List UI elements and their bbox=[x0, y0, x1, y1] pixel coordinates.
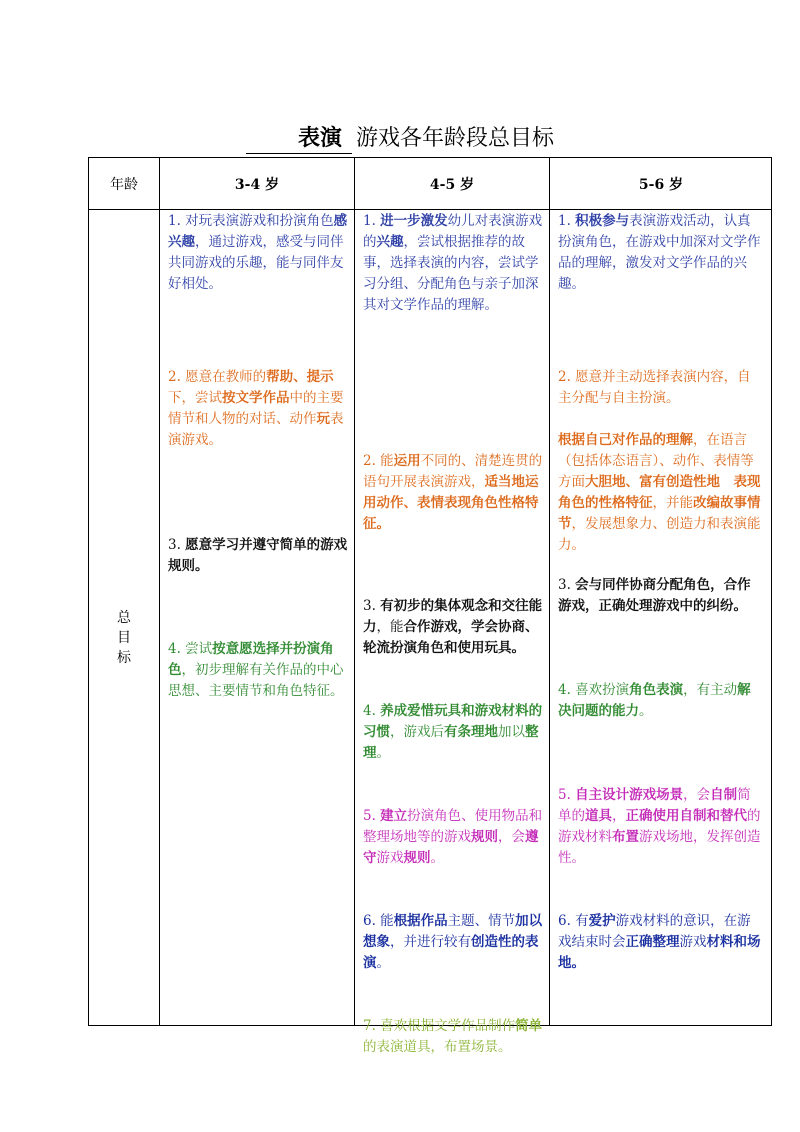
column-divider bbox=[549, 158, 550, 1025]
page-title bbox=[0, 120, 800, 154]
goal-text: ，在语言（包括体态语言）、动作、表情等方面 bbox=[558, 432, 754, 490]
goal-text: 下，尝试 bbox=[168, 390, 222, 406]
goal-text: ， bbox=[612, 808, 626, 824]
goal-text: 有初步的集体观念和交往能力 bbox=[363, 598, 543, 635]
goal-text: 爱护 bbox=[588, 913, 616, 929]
goal-text: ，游戏后 bbox=[390, 724, 444, 740]
goal-text: 正确使用自制和替代 bbox=[625, 808, 747, 824]
goal-text: 。 bbox=[639, 703, 653, 719]
goal-text: 3. bbox=[558, 577, 576, 593]
goal-item bbox=[363, 596, 547, 659]
goal-text: ，会 bbox=[498, 829, 525, 845]
goal-text: 不同的、清楚连贯的语句开展表演游戏， bbox=[363, 453, 543, 490]
goal-text: 7. 喜欢根据文学作品制作 bbox=[363, 1018, 516, 1034]
row-label-cell bbox=[89, 210, 159, 1025]
title-rest: 游戏各年龄段总目标 bbox=[356, 126, 555, 151]
header-age: 年龄 bbox=[110, 176, 138, 193]
goal-text: 玩 bbox=[316, 411, 330, 427]
goal-text: 表演游戏活动，认真扮演角色，在游戏中加深对文学作品的理解，激发对文学作品的兴趣。 bbox=[558, 213, 761, 292]
goal-text: 规则 bbox=[471, 829, 498, 845]
goal-text: 5. bbox=[558, 787, 576, 803]
goal-item bbox=[558, 430, 764, 556]
goal-text: 按文学作品 bbox=[222, 390, 290, 406]
goal-text: 改编故事情节 bbox=[558, 495, 761, 532]
goal-text: 帮助、提示 bbox=[266, 369, 334, 385]
goal-text: 道具 bbox=[585, 808, 612, 824]
goal-text: 4. bbox=[363, 703, 381, 719]
goal-text: 规则 bbox=[403, 850, 431, 866]
column-divider bbox=[354, 158, 355, 1025]
goal-text: 3. bbox=[363, 598, 381, 614]
goal-text: 2. 能 bbox=[363, 453, 394, 469]
goal-text: ，并能 bbox=[652, 495, 693, 511]
goal-text: 6. 有 bbox=[558, 913, 589, 929]
goal-text: 2. 愿意在教师的 bbox=[168, 369, 267, 385]
goal-text: 会与同伴协商分配角色，合作游戏，正确处理游戏中的纠纷。 bbox=[558, 577, 751, 614]
header-5-6: 5-6 岁 bbox=[638, 176, 684, 193]
goal-text: 扮演角色、使用物品和整理场地等的游戏 bbox=[363, 808, 543, 845]
column-4-5 bbox=[363, 210, 547, 1055]
goal-text: 表演游戏。 bbox=[168, 411, 344, 448]
title-underlined-word: 表演 bbox=[246, 123, 352, 154]
column-5-6 bbox=[558, 210, 764, 1025]
goal-text: 养成爱惜玩具和游戏材料的习惯 bbox=[363, 703, 543, 740]
goal-text: 3. bbox=[168, 537, 186, 553]
goal-text: 中的主要情节和人物的对话、动作 bbox=[168, 390, 344, 427]
goal-item bbox=[363, 806, 547, 869]
goal-text: 自主设计游戏场景 bbox=[575, 787, 684, 803]
goal-item bbox=[168, 367, 352, 451]
goal-text: 加以想象 bbox=[363, 913, 543, 950]
goal-text: 兴趣 bbox=[376, 234, 404, 250]
goal-item bbox=[168, 535, 352, 577]
goal-text: 角色表演 bbox=[629, 682, 684, 698]
goal-item bbox=[363, 1016, 547, 1058]
goal-text: 建立 bbox=[380, 808, 408, 824]
goal-text: 感兴趣 bbox=[168, 213, 348, 250]
goal-text: 主题、情节 bbox=[447, 913, 516, 929]
goal-text: 游戏 bbox=[376, 850, 404, 866]
goal-text: 简单 bbox=[515, 1018, 543, 1034]
goal-item bbox=[558, 575, 764, 617]
goal-text: 4. 尝试 bbox=[168, 641, 213, 657]
goal-text: 加以 bbox=[498, 724, 525, 740]
goal-text: 。 bbox=[430, 850, 444, 866]
goal-text: 的表演道具，布置场景。 bbox=[363, 1039, 512, 1055]
goal-text: 有条理地 bbox=[444, 724, 498, 740]
goal-text: 解决问题的能力 bbox=[558, 682, 751, 719]
goal-text: 根据自己对作品的理解 bbox=[558, 432, 693, 448]
goal-text: 的游戏材料 bbox=[558, 808, 761, 845]
goal-item bbox=[363, 451, 547, 535]
goal-text: 幼儿对表演游戏的 bbox=[363, 213, 543, 250]
goal-text: ，发展想象力、创造力和表演能力。 bbox=[558, 516, 761, 553]
goal-text: 1. 对玩表演游戏和扮演角色 bbox=[168, 213, 334, 229]
goal-text: 进一步激发 bbox=[380, 213, 448, 229]
goal-text: ，通过游戏，感受与同伴共同游戏的乐趣，能与同伴友好相处。 bbox=[168, 234, 344, 292]
goal-text: ，能 bbox=[376, 619, 404, 635]
header-4-5: 4-5 岁 bbox=[429, 176, 475, 193]
goal-text: 简单的 bbox=[558, 787, 751, 824]
goal-text: 根据作品 bbox=[393, 913, 448, 929]
goal-item bbox=[168, 639, 352, 702]
goal-text: 。 bbox=[376, 745, 390, 761]
goal-text: ，会 bbox=[683, 787, 711, 803]
goal-text: 愿意学习并遵守简单的游戏规则。 bbox=[168, 537, 348, 574]
goal-text: ，初步理解有关作品的中心思想、主要情节和角色特征。 bbox=[168, 662, 344, 699]
header-3-4: 3-4 岁 bbox=[234, 176, 280, 193]
goal-item bbox=[363, 701, 547, 764]
goal-item bbox=[168, 211, 352, 295]
column-3-4 bbox=[168, 210, 352, 1025]
goal-item bbox=[558, 911, 764, 974]
goal-item bbox=[558, 367, 764, 409]
goal-text: ，有主动 bbox=[683, 682, 738, 698]
goal-item bbox=[558, 785, 764, 869]
goal-text: 自制 bbox=[710, 787, 738, 803]
goal-text: 1. bbox=[363, 213, 381, 229]
goal-item bbox=[558, 211, 764, 295]
goal-text: 布置 bbox=[612, 829, 639, 845]
goal-text: 1. bbox=[558, 213, 576, 229]
goal-text: 适当地运用动作、表情表现角色性格特征。 bbox=[363, 474, 539, 532]
column-divider bbox=[159, 158, 160, 1025]
goal-text: 遵守 bbox=[363, 829, 539, 866]
goal-text: 材料和场地。 bbox=[558, 934, 761, 971]
goal-text: 。 bbox=[376, 955, 390, 971]
row-label: 总目标 bbox=[117, 609, 131, 666]
goals-table bbox=[88, 157, 772, 1055]
goal-text: ，尝试根据推荐的故事，选择表演的内容，尝试学习分组、分配角色与亲子加深其对文学作品的理解。 bbox=[363, 234, 539, 313]
goal-text: 2. 愿意并主动选择表演内容，自主分配与自主扮演。 bbox=[558, 369, 751, 406]
goal-text: 4. 喜欢扮演 bbox=[558, 682, 630, 698]
goal-text: 按意愿选择并扮演角色 bbox=[168, 641, 334, 678]
goal-text: 积极参与 bbox=[575, 213, 630, 229]
goal-text: ，并进行较有 bbox=[390, 934, 471, 950]
goal-text: 合作游戏，学会协商、轮流扮演角色和使用玩具。 bbox=[363, 619, 539, 656]
goal-text: 整理 bbox=[363, 724, 539, 761]
goal-item bbox=[558, 680, 764, 722]
goal-item bbox=[363, 211, 547, 316]
goal-text: 大胆地、富有创造性地 表现角色的性格特征 bbox=[558, 474, 761, 511]
goal-text: 游戏材料的意识，在游戏结束时会 bbox=[558, 913, 751, 950]
goal-text: 正确整理 bbox=[625, 934, 680, 950]
goal-item bbox=[363, 911, 547, 974]
goal-text: 5. bbox=[363, 808, 381, 824]
goal-text: 创造性的表演 bbox=[363, 934, 539, 971]
goal-text: 6. 能 bbox=[363, 913, 394, 929]
goal-text: 运用 bbox=[393, 453, 421, 469]
goal-text: 游戏 bbox=[679, 934, 707, 950]
goal-text: 游戏场地，发挥创造性。 bbox=[558, 829, 761, 866]
